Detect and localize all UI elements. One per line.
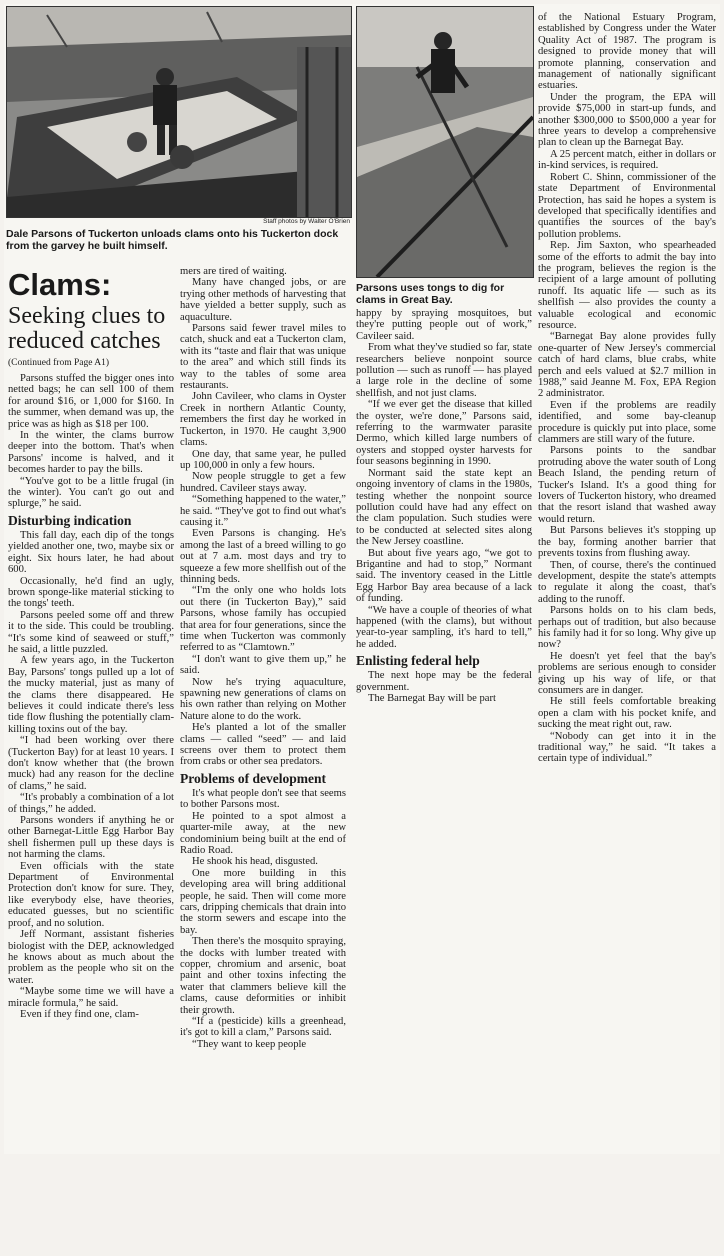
- article-paragraph: He pointed to a spot almost a quarter-mile away, at the new condominium being built at the end of Radio Road.: [180, 810, 346, 856]
- article-paragraph: The Barnegat Bay will be part: [368, 693, 496, 704]
- article-paragraph: Even if they find one, clam-: [20, 1008, 139, 1020]
- article-paragraph: He's planted a lot of the smaller clams — called “seed” — and laid screens over them to protect them from crabs or other sea predators.: [180, 722, 346, 768]
- article-paragraph: In the winter, the clams burrow deeper into the bottom. That's when Parsons' income is halved, and it becomes harder to pay the bills.: [8, 430, 174, 476]
- tonging-photo: [356, 6, 534, 278]
- article-paragraph: “Nobody can get into it in the traditional way,” he said. “It takes a certain type of individual.”: [538, 730, 716, 765]
- article-paragraph: A 25 percent match, either in dollars or in-kind services, is required.: [538, 148, 716, 172]
- continued-note: (Continued from Page A1): [8, 358, 110, 368]
- article-paragraph: happy by spraying mosquitoes, but they're putting people out of work,” Cavileer said.: [356, 308, 532, 342]
- article-paragraph: One more building in this developing area will bring additional people, he said. Then will come more cars, dripping chemicals that drain into the storm sewers and escape into the bay.: [180, 867, 346, 936]
- article-paragraph: “I had been working over there (Tuckerton Bay) for at least 10 years. I don't know whether that (the brown muck) had any reason for the decline of clams,” he said.: [8, 735, 174, 792]
- article-paragraph: From what they've studied so far, state researchers believe nonpoint source pollution — such as runoff — has played a large role in the decline of some shellfish, and not just clams.: [356, 342, 532, 399]
- article-paragraph: This fall day, each dip of the tongs yielded another one, two, maybe six or eight. Six hours later, he had about 600.: [8, 529, 174, 576]
- subheadline: Seeking clues to reduced catches: [8, 303, 166, 354]
- article-paragraph: Now people struggle to get a few hundred. Cavileer stays away.: [180, 471, 346, 494]
- column-2-body: [180, 266, 346, 1050]
- article-paragraph: “Barnegat Bay alone provides fully one-quarter of New Jersey's commercial catch of hard clams, blue crabs, white perch and eels valued at $2.7 million in 1988,” said Jeanne M. Fox, EPA Region 2 administrator.: [538, 331, 716, 400]
- article-column-4: [538, 12, 716, 1154]
- article-paragraph: John Cavileer, who clams in Oyster Creek in northern Atlantic County, remembers the first day he worked in Tuckerton, in 1970. He caught 3,900 clams.: [180, 391, 346, 449]
- article-paragraph: “I'm the only one who holds lots out there (in Tuckerton Bay),” said Parsons, whose family has occupied that area for four generations, since the time when Tuckerton was commonly referred to as “Clamtown.”: [180, 585, 346, 654]
- article-paragraph: “If a (pesticide) kills a greenhead, it's got to kill a clam,” Parsons said.: [180, 1016, 346, 1039]
- article-paragraph: Parsons said fewer travel miles to catch, shuck and eat a Tuckerton clam, with its “taste and flair that was unique to the area” and which still finds its way to the tables of some area restaurants.: [180, 323, 346, 392]
- article-paragraph: He still feels comfortable breaking open a clam with his pocket knife, and sucking the meat right out, raw.: [538, 696, 716, 731]
- article-paragraph: A few years ago, in the Tuckerton Bay, Parsons' tongs pulled up a lot of the mucky material, just as many of the clams there disappeared. He believes it could indicate there's less tide flow flushing the potentially clam-killing toxins out of the bay.: [8, 655, 174, 735]
- article-paragraph: “Something happened to the water,” he said. “They've got to find out what's causing it.”: [180, 494, 346, 528]
- article-paragraph: Then there's the mosquito spraying, the docks with lumber treated with copper, chromium and arsenic, boat paint and other toxins infecting the water that clammers believe kill the clams, cause deformities or inhibit their growth.: [180, 936, 346, 1016]
- column-1-body: [8, 373, 174, 1020]
- article-paragraph: Robert C. Shinn, commissioner of the state Department of Environmental Protection, has said he hopes a system is developed that specifically identifies and quantifies the sources of the bay's pollution problems.: [538, 171, 716, 240]
- article-paragraph: Now he's trying aquaculture, spawning new generations of clams on his own rather than relying on Mother Nature alone to do the work.: [180, 676, 346, 722]
- article-paragraph: “We have a couple of theories of what happened (with the clams), but without year-to-year sampling, it's hard to tell,” he added.: [356, 604, 532, 650]
- tonging-photo-caption: Parsons uses tongs to dig for clams in Great Bay.: [356, 282, 505, 306]
- section-subhead: Problems of development: [180, 770, 326, 786]
- article-paragraph: Rep. Jim Saxton, who spearheaded some of the efforts to admit the bay into the program, believes the region is the recipient of a large amount of polluting runoff. Its aquatic life — such as its shellfish — also provides the county a valuable ecological and economic resource.: [538, 240, 716, 331]
- article-paragraph: “You've got to be a little frugal (in the winter). You can't go out and splurge,” he said.: [8, 475, 174, 510]
- headline: Clams:: [8, 268, 112, 302]
- article-paragraph: He doesn't yet feel that the bay's problems are serious enough to consider giving up his way of life, or that consumers are in danger.: [538, 650, 716, 696]
- column-4-body: [538, 12, 716, 765]
- article-paragraph: Then, of course, there's the continued development, despite the state's attempts to regulate it along the coast, that's adding to the runoff.: [538, 559, 716, 605]
- article-paragraph: It's what people don't see that seems to bother Parsons most.: [180, 787, 346, 811]
- article-paragraph: Parsons holds on to his clam beds, perhaps out of tradition, but also because his family had it for so long. Why give up now?: [538, 605, 716, 651]
- article-paragraph: “If we ever get the disease that killed the oyster, we're done,” Parsons said, referring to the warmwater parasite Dermo, which killed large numbers of oysters and stopped oyster harvests for four seasons beginning in 1990.: [356, 399, 532, 468]
- article-paragraph: Even Parsons is changing. He's among the last of a breed willing to go out at 7 a.m. most days and try to squeeze a few more shellfish out of the thinning beds.: [180, 528, 346, 585]
- article-column-3: [356, 308, 532, 1154]
- article-paragraph: “Maybe some time we will have a miracle formula,” he said.: [8, 986, 174, 1009]
- article-paragraph: He shook his head, disgusted.: [192, 856, 318, 868]
- article-paragraph: The next hope may be the federal government.: [356, 670, 532, 693]
- article-paragraph: Occasionally, he'd find an ugly, brown sponge-like material sticking to the tongs' teeth.: [8, 575, 174, 610]
- article-paragraph: But Parsons believes it's stopping up the bay, forming another barrier that prevents toxins from flushing away.: [538, 525, 716, 560]
- newspaper-clipping: [4, 4, 720, 1154]
- article-paragraph: Parsons points to the sandbar protruding above the water south of Long Beach Island, the pending return of Tucker's Island. It's a good thing for lovers of Tuckerton history, who dreamed that the resort island that washed away would return.: [538, 445, 716, 525]
- article-paragraph: Under the program, the EPA will provide $75,000 in start-up funds, and another $300,000 to $500,000 a year for three years to develop a comprehensive plan to clean up the Barnegat Bay.: [538, 91, 716, 149]
- article-paragraph: mers are tired of waiting.: [180, 266, 287, 277]
- article-column-1: [8, 268, 174, 1154]
- article-paragraph: Many have changed jobs, or are trying other methods of harvesting that have yielded a better supply, such as aquaculture.: [180, 277, 346, 323]
- article-paragraph: “I don't want to give them up,” he said.: [180, 653, 346, 677]
- article-paragraph: One day, that same year, he pulled up 100,000 in only a few hours.: [180, 448, 346, 471]
- article-paragraph: of the National Estuary Program, established by Congress under the Water Quality Act of 1987. The program is designed to provide money that will promote planning, conservation and management of nationally significant estuaries.: [538, 12, 716, 92]
- article-paragraph: Jeff Normant, assistant fisheries biologist with the DEP, acknowledged he knows about as much about the problem as the people who sit on the water.: [8, 929, 174, 986]
- tonging-photo-image: [357, 7, 533, 277]
- article-paragraph: Parsons wonders if anything he or other Barnegat-Little Egg Harbor Bay shell fishermen pull up these days is not harming the clams.: [8, 815, 174, 861]
- dock-photo: [6, 6, 352, 218]
- photo-credit: Staff photos by Walter O'Brien: [263, 218, 350, 225]
- dock-photo-image: [7, 7, 351, 217]
- article-paragraph: Normant said the state kept an ongoing inventory of clams in the 1980s, testing whether the nonpoint source pollution could have had any effect on the clam population. Such studies were to be conducted at selected sites along the New Jersey coastline.: [356, 467, 532, 548]
- article-paragraph: Even if the problems are readily identified, and some bay-cleanup procedure is quickly put into place, some clammers are still wary of the future.: [538, 399, 716, 446]
- dock-photo-caption: Dale Parsons of Tuckerton unloads clams onto his Tuckerton dock from the garvey he built himself.: [6, 228, 339, 252]
- article-paragraph: But about five years ago, “we got to Brigantine and had to stop,” Normant said. The inventory ceased in the Little Egg Harbor Bay area because of a lack of funding.: [356, 547, 532, 605]
- article-paragraph: Even officials with the state Department of Environmental Protection don't know for sure. They, like everybody else, have theories, educated guesses, but no scientific proof, and no solution.: [8, 860, 174, 929]
- article-paragraph: Parsons stuffed the bigger ones into netted bags; he can sell 100 of them for around $16, or 1,000 for $160. In the summer, when demand was up, the price was as high as $18 per 100.: [8, 373, 174, 430]
- section-subhead: Enlisting federal help: [356, 653, 480, 669]
- article-column-2: [180, 266, 346, 1154]
- article-paragraph: “They want to keep people: [192, 1038, 307, 1050]
- article-paragraph: Parsons peeled some off and threw it to the side. This could be troubling. “It's some kind of seaweed or stuff,” he said, a little puzzled.: [8, 609, 174, 655]
- article-paragraph: “It's probably a combination of a lot of things,” he added.: [8, 792, 174, 815]
- section-subhead: Disturbing indication: [8, 512, 132, 528]
- column-3-body: [356, 308, 532, 704]
